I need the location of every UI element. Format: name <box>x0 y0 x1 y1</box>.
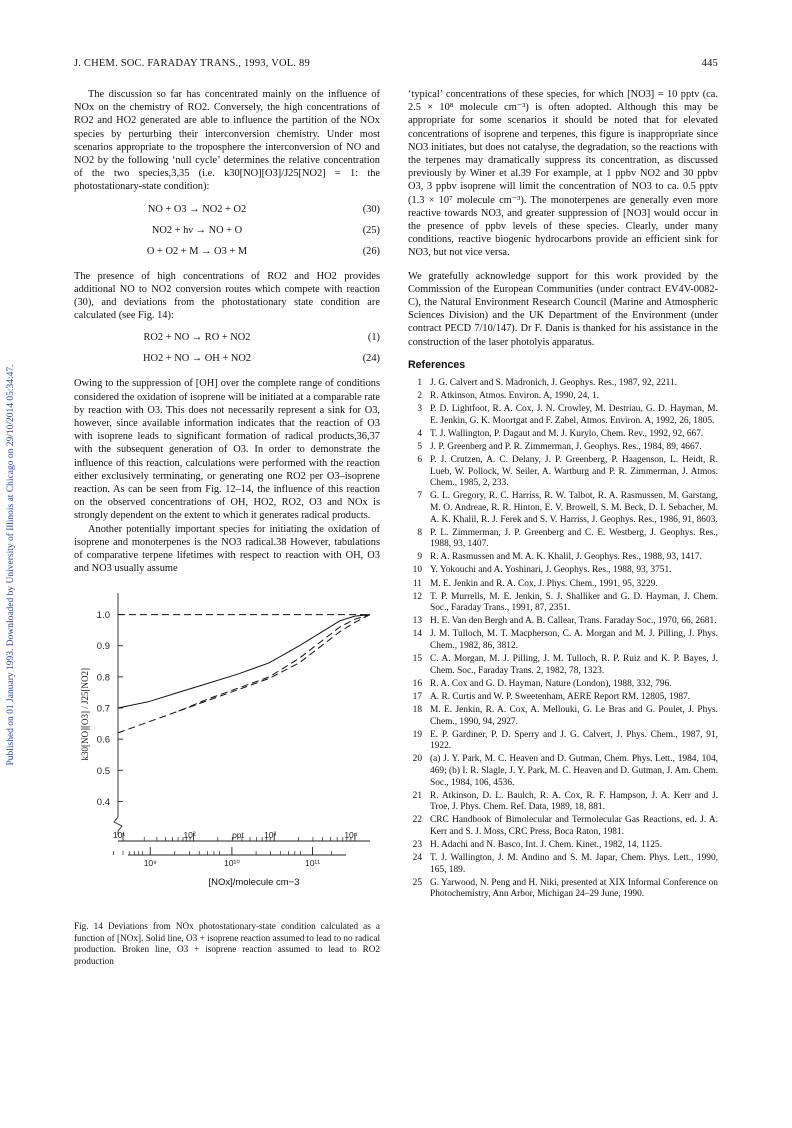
reference-text: R. Atkinson, D. L. Baulch, R. A. Cox, R. F. Hampson, J. A. Kerr and J. Troe, J. Phys. Chem. Ref. Data, 1989, 18, 881. <box>430 790 718 813</box>
reference-number: 6 <box>417 455 422 466</box>
reference-item <box>408 754 718 789</box>
reference-item <box>408 592 718 615</box>
paragraph: The presence of high concentrations of RO2 and HO2 provides additional NO to NO2 conversion routes which compete with reaction (30), and deviations from the photostationary state condition are calculated (see Fig. 14): <box>74 270 380 322</box>
y-tick-label: 0.4 <box>96 797 110 809</box>
reference-number: 1 <box>417 378 422 389</box>
reference-item <box>408 815 718 838</box>
equation-number: (1) <box>367 332 380 344</box>
equation-text: NO2 + hν → NO + O <box>151 224 243 236</box>
reference-number: 2 <box>417 391 422 402</box>
reference-text: R. A. Cox and G. D. Hayman, Nature (London), 1988, 332, 796. <box>430 678 672 689</box>
y-tick-label: 0.7 <box>96 703 110 715</box>
x-tick-label-ppt: 10³ <box>264 830 277 841</box>
reference-number: 23 <box>412 840 422 851</box>
reference-item <box>408 629 718 652</box>
equation-25 <box>74 224 380 242</box>
equation-number: (30) <box>362 203 380 215</box>
reference-text: E. P. Gardiner, P. D. Sperry and J. G. Calvert, J. Phys. Chem., 1987, 91, 1922. <box>430 729 718 752</box>
y-tick-label: 0.8 <box>96 672 110 684</box>
x-tick-label-molecule: 10¹⁰ <box>224 858 240 869</box>
reference-text: A. R. Curtis and W. P. Sweetenham, AERE Report RM. 12805, 1987. <box>430 691 691 702</box>
reference-text: R. A. Rasmussen and M. A. K. Khalil, J. Geophys. Res., 1988, 93, 1417. <box>430 552 702 563</box>
equation-number: (26) <box>362 245 380 257</box>
reference-item <box>408 552 718 564</box>
reference-item <box>408 692 718 704</box>
equation-text: RO2 + NO → RO + NO2 <box>143 332 251 344</box>
series-line-dashed <box>118 615 370 733</box>
equation-text: O + O2 + M → O3 + M <box>146 245 248 257</box>
reference-number: 18 <box>412 705 422 715</box>
x-tick-label-ppt: ppt <box>232 830 244 841</box>
reference-item <box>408 853 718 876</box>
x-tick-label-ppt: 10¹ <box>112 830 126 841</box>
journal-citation: J. CHEM. SOC. FARADAY TRANS., 1993, VOL. 89 <box>74 58 310 69</box>
reference-item <box>408 791 718 814</box>
reference-text: P. D. Lightfoot, R. A. Cox, J. N. Crowley, M. Destriau, G. D. Hayman, M. E. Jenkin, G. K. Moortgat and F. Zabel, Atmos. Environ. A, 1992, 26, 1805. <box>430 404 718 426</box>
reference-item <box>408 840 718 852</box>
reference-item <box>408 442 718 454</box>
reference-text: T. P. Murrells, M. E. Jenkin, S. J. Shalliker and G. D. Hayman, J. Chem. Soc., Faraday Trans., 1991, 87, 2351. <box>430 591 718 614</box>
reference-item <box>408 455 718 490</box>
reference-item <box>408 730 718 753</box>
reference-text: J. P. Greenberg and P. R. Zimmerman, J. Geophys. Res., 1984, 89, 4667. <box>430 442 702 453</box>
x-tick-label-molecule: 10⁹ <box>143 858 157 869</box>
reference-text: R. Atkinson, Atmos. Environ. A, 1990, 24, 1. <box>430 391 600 402</box>
download-watermark-text: Published on 01 January 1993. Downloaded by University of Illinois at Chicago on 29/10/2014 05:34:47. <box>6 364 16 766</box>
paragraph: Another potentially important species for initiating the oxidation of isoprene and monoterpenes is the NO3 radical.38 However, tabulations of comparative terpene lifetimes with respect to reaction with OH, O3 and NO3 usually assume <box>74 523 380 575</box>
x-tick-label-ppt: 10² <box>183 830 196 841</box>
equation-1 <box>74 331 380 349</box>
reference-number: 14 <box>412 629 422 640</box>
reference-item <box>408 491 718 526</box>
equation-text: HO2 + NO → OH + NO2 <box>142 353 252 365</box>
equation-number: (25) <box>362 224 380 236</box>
y-tick-label: 0.9 <box>96 641 110 653</box>
series-line-dashed <box>179 615 371 712</box>
series-line-solid <box>118 615 370 708</box>
reference-text: P. J. Crutzen, A. C. Delany, J. P. Greenberg, P. Haagenson, L. Heidt, R. Lueb, W. Pollock, W. Seiler, A. Wartburg and P. R. Zimmerman, J. Atmos. Chem., 1985, 2, 233. <box>430 455 718 489</box>
reference-number: 9 <box>417 552 422 563</box>
reference-number: 20 <box>412 754 422 765</box>
reference-number: 16 <box>412 678 422 689</box>
reference-text: T. J. Wallington, J. M. Andino and S. M. Japar, Chem. Phys. Lett., 1990, 165, 189. <box>430 853 718 875</box>
figure-14-chart <box>74 587 380 887</box>
reference-item <box>408 528 718 551</box>
paragraph: The discussion so far has concentrated mainly on the influence of NOx on the chemistry of RO2. Conversely, the high concentrations of RO2 and HO2 generated are able to influence the partition of the NOx species by perturbing their interconversion chemistry. Under most scenarios appropriate to the troposphere the interconversion of NO and NO2 by the following ‘null cycle’ determines the relative concentration of the two species,3,35 (i.e. k30[NO][O3]/J25[NO2] = 1: the photostationary-state condition): <box>74 89 380 193</box>
x-tick-label-molecule: 10¹¹ <box>304 858 321 869</box>
reference-item <box>408 616 718 628</box>
equation-number: (24) <box>362 353 380 365</box>
reference-list <box>408 378 718 901</box>
y-tick-label: 1.0 <box>96 610 110 622</box>
reference-number: 4 <box>417 428 422 439</box>
reference-item <box>408 429 718 441</box>
reference-number: 21 <box>412 790 422 801</box>
equation-30 <box>74 203 380 221</box>
reference-text: C. A. Morgan, M. J. Pilling, J. M. Tulloch, R. P. Ruiz and K. P. Bayes, J. Chem. Soc., Faraday Trans. 2, 1982, 78, 1323. <box>430 654 718 676</box>
equation-26 <box>74 245 380 263</box>
acknowledgements: We gratefully acknowledge support for this work provided by the Commission of the European Communities (under contract EV4V-0082-C), the Natural Environment Research Council (Marine and Atmospheric Sciences Division) and the UK Department of the Environment (under contract PECD 7/10/147). Dr F. Danis is thanked for his assistance in the construction of the laser photolyis apparatus. <box>408 270 718 348</box>
figure-14 <box>74 587 380 917</box>
reference-number: 19 <box>412 729 422 740</box>
reference-number: 17 <box>412 691 422 702</box>
equation-text: NO + O3 → NO2 + O2 <box>147 203 247 215</box>
x-axis-label: [NOx]/molecule cm−3 <box>208 877 300 888</box>
reference-text: M. E. Jenkin, R. A. Cox, A. Mellouki, G. Le Bras and G. Poulet, J. Phys. Chem., 1990, 94, 2927. <box>430 705 718 727</box>
reference-text: P. L. Zimmerman, J. P. Greenberg and C. E. Westberg, J. Geophys. Res., 1988, 93, 1407. <box>430 527 718 550</box>
y-axis-label: k30[NO][O3] / J25[NO2] <box>80 668 90 761</box>
references-heading: References <box>408 358 466 371</box>
reference-text: Y. Yokouchi and A. Yoshinari, J. Geophys. Res., 1988, 93, 3751. <box>430 565 672 576</box>
running-header <box>74 58 718 74</box>
reference-item <box>408 565 718 577</box>
reference-number: 15 <box>412 654 422 665</box>
reference-item <box>408 579 718 591</box>
reference-item <box>408 705 718 728</box>
reference-number: 3 <box>417 404 422 415</box>
y-tick-label: 0.6 <box>96 735 110 747</box>
reference-text: G. Yarwood, N. Peng and H. Niki, presented at XIX Informal Conference on Photochemistry, Ann Arbor, Michigan 24–29 June, 1990. <box>430 877 718 900</box>
reference-item <box>408 404 718 427</box>
download-watermark <box>4 130 18 1000</box>
reference-item <box>408 391 718 403</box>
paragraph: Owing to the suppression of [OH] over the complete range of conditions considered the oxidation of isoprene will be initiated at a comparable rate by reaction with O3. This does not necessarily represent a sink for O3, however, since available information indicates that the reaction of O3 with isoprene leads to significant formation of radical products,36,37 with the subsequent generation of O3. In order to demonstrate the influence of this reaction, calculations were performed with the reaction either exclusively terminating, or generating one RO2 per O3–isoprene reaction. As can be seen from Fig. 12–14, the influence of this reaction on the observed concentrations of OH, HO2, RO2, O3 and NOx is strongly dependent on the extent to which it generates radical products. <box>74 378 380 522</box>
reference-item <box>408 878 718 901</box>
reference-number: 5 <box>417 442 422 453</box>
reference-text: (a) J. Y. Park, M. C. Heaven and D. Gutman, Chem. Phys. Lett., 1984, 104, 469; (b) I. R. Slagle, J. Y. Park, M. C. Heaven and D. Gutman, J. Am. Chem. Soc., 1984, 106, 4536. <box>430 754 718 788</box>
reference-number: 10 <box>412 565 422 576</box>
reference-item <box>408 679 718 691</box>
reference-number: 24 <box>412 853 422 864</box>
reference-number: 22 <box>412 815 422 826</box>
equation-24 <box>74 352 380 370</box>
page-number: 445 <box>701 58 718 69</box>
figure-caption: Fig. 14 Deviations from NOx photostationary-state condition calculated as a function of [NOx]. Solid line, O3 + isoprene reaction assumed to lead to no radical production. Broken line, O3 + isoprene reaction assumed to lead to RO2 production <box>74 921 380 966</box>
reference-text: J. M. Tulloch, M. T. Macpherson, C. A. Morgan and M. J. Pilling, J. Phys. Chem., 1982, 86, 3812. <box>430 629 718 652</box>
reference-number: 11 <box>412 578 422 589</box>
paragraph: ‘typical’ concentrations of these species, for which [NO3] = 10 pptv (ca. 2.5 × 10⁸ molecule cm⁻³) is often adopted. Although this may be appropriate for some scenarios it should be noted that for elevated concentrations of isoprene and terpenes, this figure is inappropriate since NO3 initiates, but does not catalyse, the degradation, so the reactions with the terpenes may dramatically suppress its concentration, as discussed previously by Winer et al.39 For example, at 1 ppbv NO2 and 30 ppbv O3, 3 ppbv isoprene will limit the concentration of NO3 to ca. 0.5 pptv (1.3 × 10⁷ molecule cm⁻³). The monoterpenes are generally even more reactive towards NO3, and greater suppression of [NO3] would occur in the presence of ppbv levels of these species. Clearly, under many conditions, reactive biogenic hydrocarbons provide an efficient sink for NO3, but not vice versa. <box>408 89 718 259</box>
reference-number: 12 <box>412 591 422 602</box>
y-tick-label: 0.5 <box>96 766 110 778</box>
reference-text: T. J. Wallington, P. Dagaut and M. J. Kurylo, Chem. Rev., 1992, 92, 667. <box>430 428 704 439</box>
reference-text: CRC Handbook of Bimolecular and Termolecular Gas Reactions, ed. J. A. Kerr and S. J. Moss, CRC Press, Boca Raton, 1981. <box>430 815 718 837</box>
reference-number: 13 <box>412 616 422 627</box>
reference-item <box>408 378 718 390</box>
reference-number: 25 <box>412 877 422 888</box>
reference-text: J. G. Calvert and S. Madronich, J. Geophys. Res., 1987, 92, 2211. <box>430 378 678 389</box>
reference-item <box>408 654 718 677</box>
reference-number: 7 <box>417 491 422 502</box>
reference-number: 8 <box>417 527 422 538</box>
reference-text: M. E. Jenkin and R. A. Cox, J. Phys. Chem., 1991, 95, 3229. <box>430 578 658 589</box>
reference-text: G. L. Gregory, R. C. Harriss, R. W. Talbot, R. A. Rasmussen, M. Garstang, M. O. Andreae, R. R. Hinton, E. V. Browell, S. M. Beck, D. I. Sebacher, M. A. K. Khalil, R. J. Ferek and S. V. Harriss, J. Geophys. Res., 1986, 91, 8603. <box>430 491 718 525</box>
left-column <box>74 88 380 967</box>
x-tick-label-ppt: 10⁴ <box>344 830 358 841</box>
reference-text: H. Adachi and N. Basco, Int. J. Chem. Kinet., 1982, 14, 1125. <box>430 840 662 851</box>
right-column <box>408 88 718 903</box>
reference-text: H. E. Van den Bergh and A. B. Callear, Trans. Faraday Soc., 1970, 66, 2681. <box>430 616 717 627</box>
